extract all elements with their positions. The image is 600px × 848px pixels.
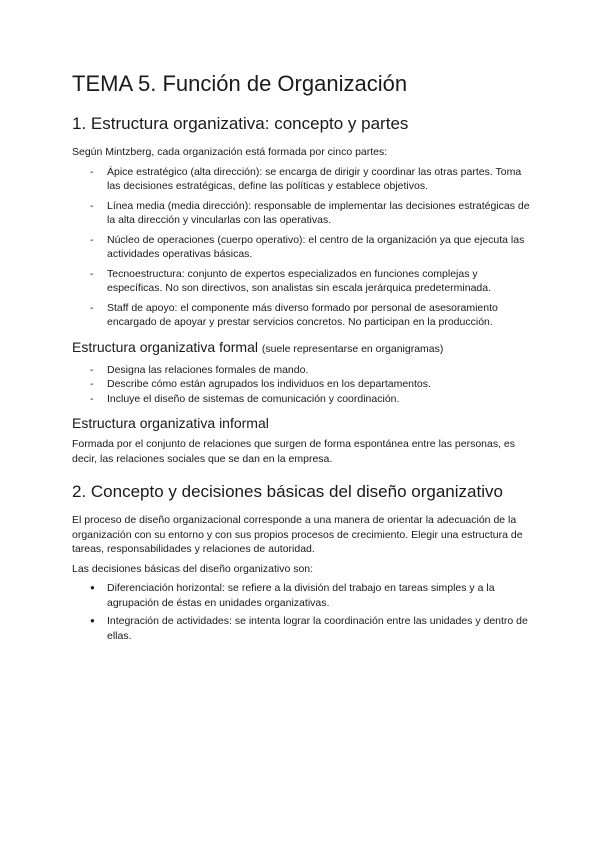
mintzberg-parts-list bbox=[72, 165, 530, 330]
section-1-heading: 1. Estructura organizativa: concepto y partes bbox=[72, 114, 409, 133]
dash-marker: - bbox=[90, 165, 94, 178]
list-item bbox=[72, 614, 530, 643]
list-item bbox=[72, 267, 530, 296]
list-item-text: Integración de actividades: se intenta lograr la coordinación entre las unidades y dentro de ellas. bbox=[107, 615, 528, 642]
list-item-text: Núcleo de operaciones (cuerpo operativo): el centro de la organización ya que ejecuta las actividades operativas básicas. bbox=[107, 233, 525, 260]
list-item-text: Staff de apoyo: el componente más diverso formado por personal de asesoramiento encargado de apoyar y prestar servicios concretos. No participan en la producción. bbox=[107, 301, 498, 328]
list-item bbox=[72, 392, 530, 407]
list-item bbox=[72, 165, 530, 194]
formal-structure-list bbox=[72, 363, 530, 407]
section-2-paragraph: El proceso de diseño organizacional corresponde a una manera de orientar la adecuación de la organización con su entorno y con sus propios procesos de crecimiento. Elegir una estructura de tareas, responsabilidades y relaciones de autoridad. bbox=[72, 514, 523, 555]
bullet-marker: ● bbox=[90, 583, 95, 592]
dash-marker: - bbox=[90, 392, 94, 405]
list-item bbox=[72, 233, 530, 262]
list-item-text: Línea media (media dirección): responsable de implementar las decisiones estratégicas de la alta dirección y vincularlas con las operativas. bbox=[107, 199, 530, 226]
page-title: TEMA 5. Función de Organización bbox=[72, 71, 408, 96]
dash-marker: - bbox=[90, 378, 94, 390]
list-item bbox=[72, 301, 530, 330]
section-2-intro: Las decisiones básicas del diseño organizativo son: bbox=[72, 562, 314, 575]
list-item bbox=[72, 377, 530, 392]
formal-structure-title: Estructura organizativa formal bbox=[72, 338, 258, 355]
list-item-text: Designa las relaciones formales de mando. bbox=[107, 363, 309, 376]
formal-structure-note: (suele representarse en organigramas) bbox=[261, 342, 444, 355]
informal-structure-text: Formada por el conjunto de relaciones que surgen de forma espontánea entre las personas, es decir, las relaciones sociales que se dan en la empresa. bbox=[72, 438, 516, 465]
dash-marker: - bbox=[90, 233, 94, 246]
dash-marker: - bbox=[90, 199, 94, 212]
list-item-text: Describe cómo están agrupados los individuos en los departamentos. bbox=[107, 378, 431, 390]
section-1-intro: Según Mintzberg, cada organización está formada por cinco partes: bbox=[72, 146, 388, 158]
bullet-marker: ● bbox=[90, 616, 95, 625]
design-decisions-list bbox=[72, 581, 530, 643]
list-item bbox=[72, 581, 530, 610]
list-item-text: Diferenciación horizontal: se refiere a la división del trabajo en tareas simples y a la agrupación de éstas en unidades organizativas. bbox=[107, 582, 495, 609]
informal-structure-heading: Estructura organizativa informal bbox=[72, 415, 269, 431]
list-item bbox=[72, 363, 530, 378]
list-item-text: Tecnoestructura: conjunto de expertos especializados en funciones complejas y específicas. No son directivos, son analistas sin escala jerárquica predeterminada. bbox=[107, 267, 492, 294]
list-item-text: Ápice estratégico (alta dirección): se encarga de dirigir y coordinar las otras partes. Toma las decisiones estratégicas, define las políticas y establece objetivos. bbox=[107, 165, 522, 192]
dash-marker: - bbox=[90, 363, 94, 376]
dash-marker: - bbox=[90, 267, 94, 280]
list-item-text: Incluye el diseño de sistemas de comunicación y coordinación. bbox=[107, 392, 400, 405]
dash-marker: - bbox=[90, 301, 94, 314]
formal-structure-heading bbox=[72, 338, 530, 358]
list-item bbox=[72, 199, 530, 228]
section-2-heading: 2. Concepto y decisiones básicas del diseño organizativo bbox=[72, 482, 503, 501]
